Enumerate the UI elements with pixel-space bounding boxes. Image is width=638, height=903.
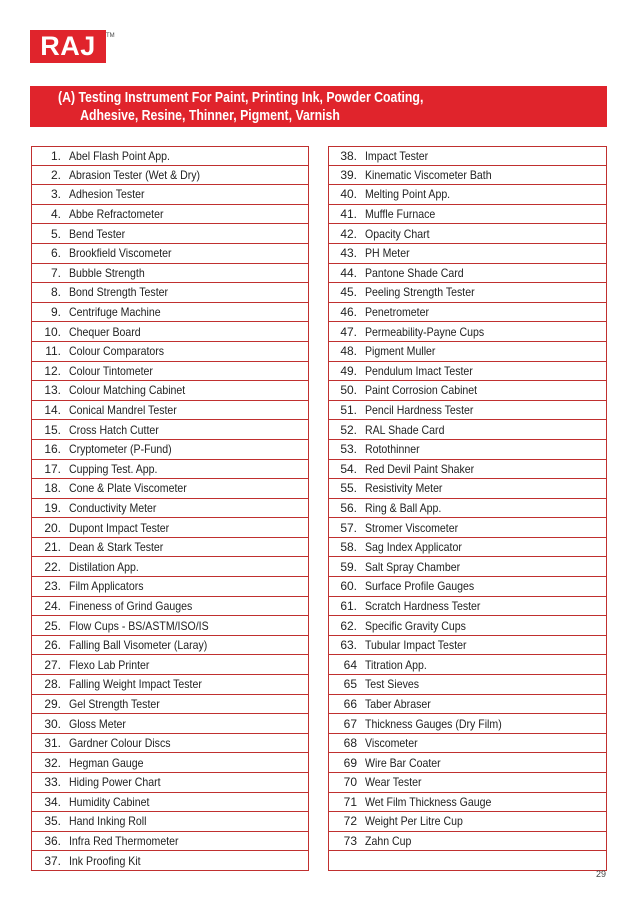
item-number: 70 — [343, 775, 357, 790]
list-item — [328, 420, 607, 440]
item-number: 28. — [44, 677, 61, 692]
item-number: 32. — [44, 755, 61, 770]
list-item — [31, 577, 309, 597]
item-name: Penetrometer — [365, 305, 429, 320]
list-item — [328, 753, 607, 773]
item-name: Bubble Strength — [69, 265, 145, 280]
item-name: Paint Corrosion Cabinet — [365, 383, 478, 398]
list-item — [328, 381, 607, 401]
item-name: Chequer Board — [69, 324, 141, 339]
item-name: Test Sieves — [365, 677, 419, 692]
list-item — [31, 655, 309, 675]
item-number: 49. — [340, 363, 357, 378]
item-number: 52. — [340, 422, 357, 437]
section-banner — [30, 86, 607, 127]
item-number: 71 — [343, 794, 357, 809]
item-name: Film Applicators — [69, 579, 144, 594]
item-name: Dean & Stark Tester — [69, 540, 164, 555]
item-name: Salt Spray Chamber — [365, 559, 461, 574]
item-name: Colour Comparators — [69, 344, 165, 359]
list-item — [31, 244, 309, 264]
list-item — [328, 734, 607, 754]
item-name: Taber Abraser — [365, 696, 431, 711]
list-item — [31, 675, 309, 695]
item-number: 48. — [340, 344, 357, 359]
item-number: 8. — [50, 285, 61, 300]
item-name: Ring & Ball App. — [365, 500, 442, 515]
item-number: 57. — [340, 520, 357, 535]
item-number: 36. — [44, 834, 61, 849]
list-item — [328, 166, 607, 186]
list-item — [31, 851, 309, 871]
item-number: 12. — [44, 363, 61, 378]
list-item — [328, 773, 607, 793]
item-number: 17. — [44, 461, 61, 476]
item-number: 72 — [343, 814, 357, 829]
item-name: Kinematic Viscometer Bath — [365, 167, 492, 182]
list-item — [328, 244, 607, 264]
item-name: Cross Hatch Cutter — [69, 422, 159, 437]
item-number: 46. — [340, 305, 357, 320]
item-number: 39. — [340, 167, 357, 182]
item-number: 38. — [340, 148, 357, 163]
list-item — [31, 381, 309, 401]
item-number: 73 — [343, 834, 357, 849]
item-name: Gardner Colour Discs — [69, 736, 171, 751]
item-number: 20. — [44, 520, 61, 535]
list-item — [328, 499, 607, 519]
item-name: Conical Mandrel Tester — [69, 403, 177, 418]
list-item — [31, 440, 309, 460]
list-item — [328, 597, 607, 617]
item-name: Conductivity Meter — [69, 500, 157, 515]
list-item — [328, 362, 607, 382]
item-number: 9. — [50, 305, 61, 320]
item-number: 43. — [340, 246, 357, 261]
item-name: Pantone Shade Card — [365, 265, 464, 280]
item-name: Weight Per Litre Cup — [365, 814, 463, 829]
item-number: 21. — [44, 540, 61, 555]
item-number: 50. — [340, 383, 357, 398]
item-number: 2. — [50, 167, 61, 182]
instrument-list-left — [31, 146, 309, 871]
item-number: 27. — [44, 657, 61, 672]
item-name: Brookfield Viscometer — [69, 246, 172, 261]
instrument-list-right — [328, 146, 607, 871]
item-number: 19. — [44, 500, 61, 515]
list-item — [31, 362, 309, 382]
item-name: RAL Shade Card — [365, 422, 445, 437]
list-item — [328, 851, 607, 871]
list-item — [31, 420, 309, 440]
item-number: 59. — [340, 559, 357, 574]
item-number: 3. — [50, 187, 61, 202]
list-item — [328, 714, 607, 734]
list-item — [328, 264, 607, 284]
item-number: 7. — [50, 265, 61, 280]
item-number: 54. — [340, 461, 357, 476]
item-number: 14. — [44, 403, 61, 418]
item-number: 11. — [45, 344, 61, 359]
item-name: Permeability-Payne Cups — [365, 324, 485, 339]
list-item — [31, 460, 309, 480]
item-number: 13. — [44, 383, 61, 398]
item-name: Adhesion Tester — [69, 187, 145, 202]
list-item — [31, 499, 309, 519]
list-item — [328, 812, 607, 832]
list-item — [328, 185, 607, 205]
item-number: 40. — [340, 187, 357, 202]
item-name: Gel Strength Tester — [69, 696, 160, 711]
banner-title-line-2: Adhesive, Resine, Thinner, Pigment, Varnish — [80, 107, 340, 124]
list-item — [31, 401, 309, 421]
item-number: 58. — [340, 540, 357, 555]
list-item — [31, 264, 309, 284]
item-name: Pigment Muller — [365, 344, 436, 359]
item-number: 64 — [343, 657, 357, 672]
item-name: Resistivity Meter — [365, 481, 443, 496]
page-number: 29 — [596, 869, 607, 879]
item-name: Viscometer — [365, 736, 418, 751]
item-number: 24. — [44, 598, 61, 613]
item-number: 25. — [44, 618, 61, 633]
list-item — [328, 401, 607, 421]
list-item — [31, 616, 309, 636]
list-item — [328, 616, 607, 636]
item-number: 31. — [44, 736, 61, 751]
list-item — [31, 166, 309, 186]
item-name: Cone & Plate Viscometer — [69, 481, 187, 496]
item-number: 33. — [44, 775, 61, 790]
item-name: Muffle Furnace — [365, 207, 436, 222]
item-number: 66 — [343, 696, 357, 711]
item-number: 67 — [343, 716, 357, 731]
list-item — [31, 695, 309, 715]
list-item — [328, 146, 607, 166]
list-item — [31, 538, 309, 558]
item-number: 45. — [340, 285, 357, 300]
item-name: Tubular Impact Tester — [365, 638, 467, 653]
list-item — [31, 518, 309, 538]
list-item — [31, 636, 309, 656]
item-number: 44. — [340, 265, 357, 280]
item-name: Distilation App. — [69, 559, 139, 574]
item-name: Abbe Refractometer — [69, 207, 164, 222]
item-name: Gloss Meter — [69, 716, 126, 731]
item-number: 53. — [340, 442, 357, 457]
item-name: Scratch Hardness Tester — [365, 598, 481, 613]
list-item — [328, 655, 607, 675]
item-name: Abrasion Tester (Wet & Dry) — [69, 167, 201, 182]
item-name: Wear Tester — [365, 775, 422, 790]
item-name: Cryptometer (P-Fund) — [69, 442, 172, 457]
item-number: 51. — [340, 403, 357, 418]
list-item — [328, 793, 607, 813]
item-number: 22. — [44, 559, 61, 574]
list-item — [328, 342, 607, 362]
item-number: 29. — [44, 696, 61, 711]
list-item — [31, 224, 309, 244]
item-name: Sag Index Applicator — [365, 540, 462, 555]
list-item — [328, 577, 607, 597]
item-number: 62. — [340, 618, 357, 633]
item-name: Melting Point App. — [365, 187, 451, 202]
item-number: 42. — [340, 226, 357, 241]
list-item — [31, 322, 309, 342]
list-item — [31, 303, 309, 323]
item-name: Peeling Strength Tester — [365, 285, 475, 300]
item-number: 69 — [343, 755, 357, 770]
list-item — [328, 224, 607, 244]
list-item — [31, 185, 309, 205]
list-item — [328, 205, 607, 225]
item-number: 55. — [340, 481, 357, 496]
item-number: 15. — [44, 422, 61, 437]
item-name: Wire Bar Coater — [365, 755, 441, 770]
item-name: Stromer Viscometer — [365, 520, 459, 535]
list-item — [31, 557, 309, 577]
item-name: Falling Weight Impact Tester — [69, 677, 202, 692]
logo-text: RAJ — [40, 31, 96, 61]
list-item — [328, 479, 607, 499]
item-name: Falling Ball Visometer (Laray) — [69, 638, 208, 653]
list-item — [31, 146, 309, 166]
item-name: Pencil Hardness Tester — [365, 403, 474, 418]
item-name: Bend Tester — [69, 226, 126, 241]
item-number: 30. — [44, 716, 61, 731]
item-name: Flow Cups - BS/ASTM/ISO/IS — [69, 618, 209, 633]
item-number: 47. — [340, 324, 357, 339]
item-number: 16. — [44, 442, 61, 457]
list-item — [31, 283, 309, 303]
item-number: 60. — [340, 579, 357, 594]
list-item — [31, 793, 309, 813]
list-item — [328, 440, 607, 460]
item-number: 10. — [44, 324, 61, 339]
list-item — [328, 832, 607, 852]
item-number: 26. — [44, 638, 61, 653]
item-name: Flexo Lab Printer — [69, 657, 150, 672]
item-name: Hand Inking Roll — [69, 814, 147, 829]
list-item — [328, 303, 607, 323]
item-name: Impact Tester — [365, 148, 429, 163]
trademark-mark: TM — [106, 33, 115, 39]
list-item — [31, 479, 309, 499]
item-name: Humidity Cabinet — [69, 794, 150, 809]
list-item — [31, 812, 309, 832]
list-item — [328, 675, 607, 695]
list-item — [328, 518, 607, 538]
item-name: Zahn Cup — [365, 834, 412, 849]
item-name: Fineness of Grind Gauges — [69, 598, 193, 613]
item-name: Infra Red Thermometer — [69, 834, 179, 849]
item-name: Pendulum Imact Tester — [365, 363, 473, 378]
item-number: 23. — [44, 579, 61, 594]
item-number: 68 — [343, 736, 357, 751]
item-name: Dupont Impact Tester — [69, 520, 170, 535]
list-item — [31, 597, 309, 617]
list-item — [328, 538, 607, 558]
item-number: 18. — [44, 481, 61, 496]
item-name: Abel Flash Point App. — [69, 148, 170, 163]
item-name: Thickness Gauges (Dry Film) — [365, 716, 502, 731]
item-number: 1. — [50, 148, 61, 163]
item-name: Colour Matching Cabinet — [69, 383, 186, 398]
item-name: Opacity Chart — [365, 226, 430, 241]
list-item — [328, 322, 607, 342]
list-item — [328, 460, 607, 480]
list-item — [328, 557, 607, 577]
item-name: Titration App. — [365, 657, 427, 672]
list-item — [31, 773, 309, 793]
list-item — [328, 636, 607, 656]
item-name: Colour Tintometer — [69, 363, 153, 378]
item-name: Red Devil Paint Shaker — [365, 461, 475, 476]
item-name: Cupping Test. App. — [69, 461, 158, 476]
item-name: Bond Strength Tester — [69, 285, 169, 300]
item-name: Wet Film Thickness Gauge — [365, 794, 492, 809]
list-item — [328, 283, 607, 303]
item-number: 4. — [50, 207, 61, 222]
item-name: Hegman Gauge — [69, 755, 144, 770]
list-item — [31, 205, 309, 225]
list-item — [31, 753, 309, 773]
item-number: 6. — [50, 246, 61, 261]
item-name: Surface Profile Gauges — [365, 579, 475, 594]
list-item — [31, 734, 309, 754]
item-number: 5. — [50, 226, 61, 241]
item-name: Ink Proofing Kit — [69, 853, 141, 868]
list-item — [31, 832, 309, 852]
item-name: PH Meter — [365, 246, 410, 261]
item-number: 37. — [44, 853, 61, 868]
item-number: 56. — [340, 500, 357, 515]
raj-logo — [30, 30, 106, 63]
item-name: Specific Gravity Cups — [365, 618, 466, 633]
item-number: 63. — [340, 638, 357, 653]
item-name: Rotothinner — [365, 442, 420, 457]
item-number: 65 — [343, 677, 357, 692]
item-number: 41. — [340, 207, 357, 222]
banner-title-line-1: (A) Testing Instrument For Paint, Printing Ink, Powder Coating, — [58, 89, 424, 106]
item-number: 61. — [340, 598, 357, 613]
list-item — [31, 342, 309, 362]
item-name: Hiding Power Chart — [69, 775, 161, 790]
list-item — [31, 714, 309, 734]
item-number: 34. — [44, 794, 61, 809]
item-name: Centrifuge Machine — [69, 305, 161, 320]
list-item — [328, 695, 607, 715]
item-number: 35. — [44, 814, 61, 829]
